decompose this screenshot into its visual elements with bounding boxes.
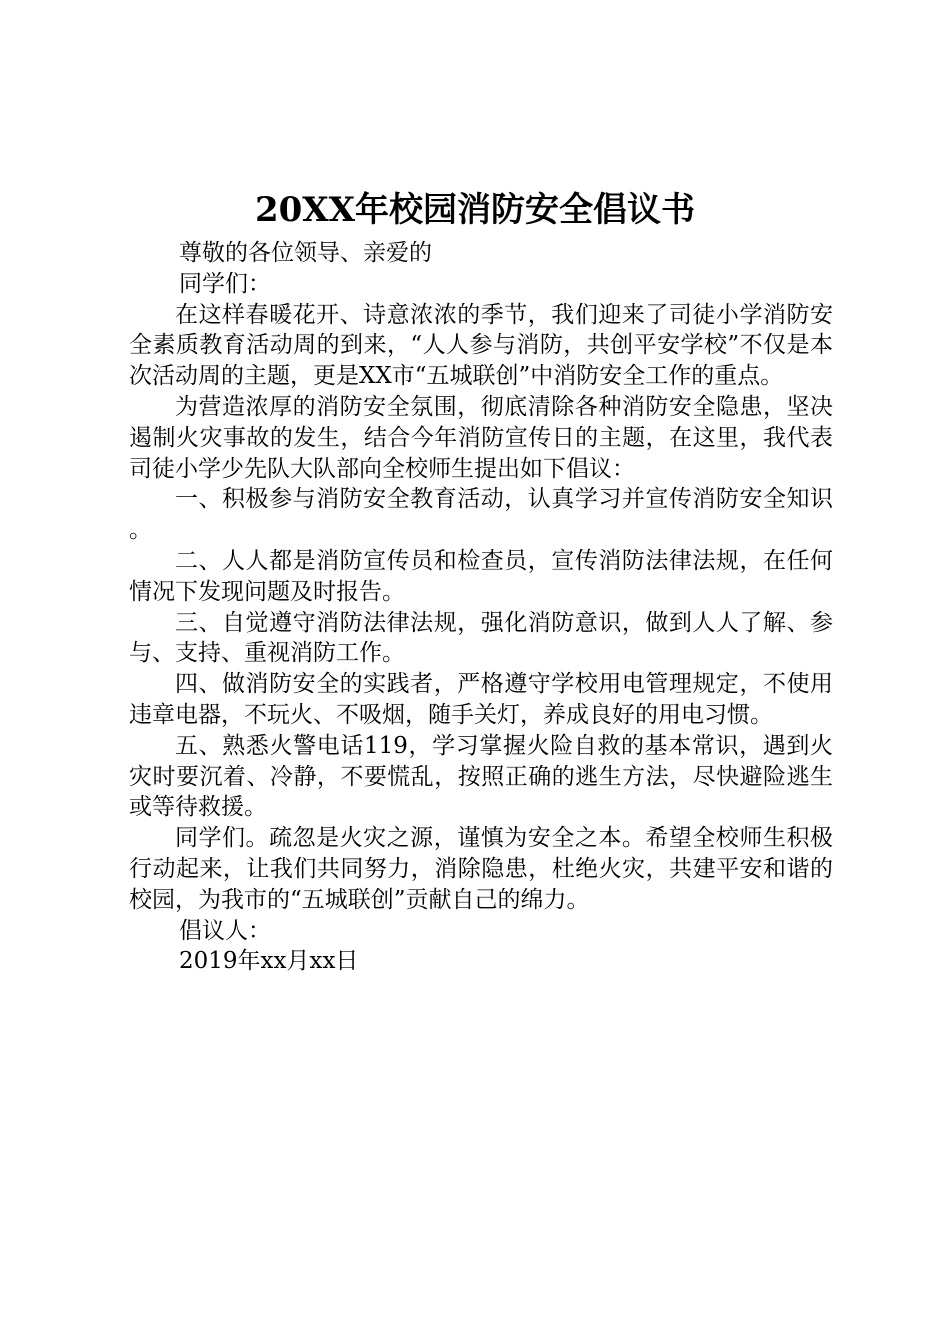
- paragraph-purpose: 为营造浓厚的消防安全氛围，彻底清除各种消防安全隐患，坚决遏制火灾事故的发生，结合今年消防宣传日的主题，在这里，我代表司徒小学少先队大队部向全校师生提出如下倡议：: [129, 393, 833, 482]
- paragraph-item-1: 一、积极参与消防安全教育活动，认真学习并宣传消防安全知识。: [129, 486, 833, 544]
- paragraph-item-5: 五、熟悉火警电话119，学习掌握火险自救的基本常识，遇到火灾时要沉着、冷静，不要慌乱，按照正确的逃生方法，尽快避险逃生或等待救援。: [129, 732, 833, 821]
- document-title: 20XX年校园消防安全倡议书: [254, 190, 696, 230]
- paragraph-closing: 同学们。疏忽是火灾之源，谨慎为安全之本。希望全校师生积极行动起来，让我们共同努力，消除隐患，杜绝火灾，共建平安和谐的校园，为我市的“五城联创”贡献自己的绵力。: [129, 825, 833, 913]
- paragraph-item-2: 二、人人都是消防宣传员和检查员，宣传消防法律法规，在任何情况下发现问题及时报告。: [129, 547, 833, 605]
- salutation-line-1: 尊敬的各位领导、亲爱的: [179, 240, 432, 266]
- paragraph-item-4: 四、做消防安全的实践者，严格遵守学校用电管理规定，不使用违章电器，不玩火、不吸烟，随手关灯，养成良好的用电习惯。: [129, 671, 833, 728]
- document-date: 2019年xx月xx日: [179, 948, 359, 975]
- paragraph-intro: 在这样春暖花开、诗意浓浓的季节，我们迎来了司徒小学消防安全素质教育活动周的到来，“人人参与消防，共创平安学校”不仅是本次活动周的主题，更是XX市“五城联创”中消防安全工作的重点。: [129, 301, 833, 390]
- salutation-line-2: 同学们：: [179, 270, 271, 297]
- signer-label: 倡议人：: [179, 917, 271, 944]
- document-body: [129, 238, 833, 977]
- paragraph-item-3: 三、自觉遵守消防法律法规，强化消防意识，做到人人了解、参与、支持、重视消防工作。: [129, 609, 833, 667]
